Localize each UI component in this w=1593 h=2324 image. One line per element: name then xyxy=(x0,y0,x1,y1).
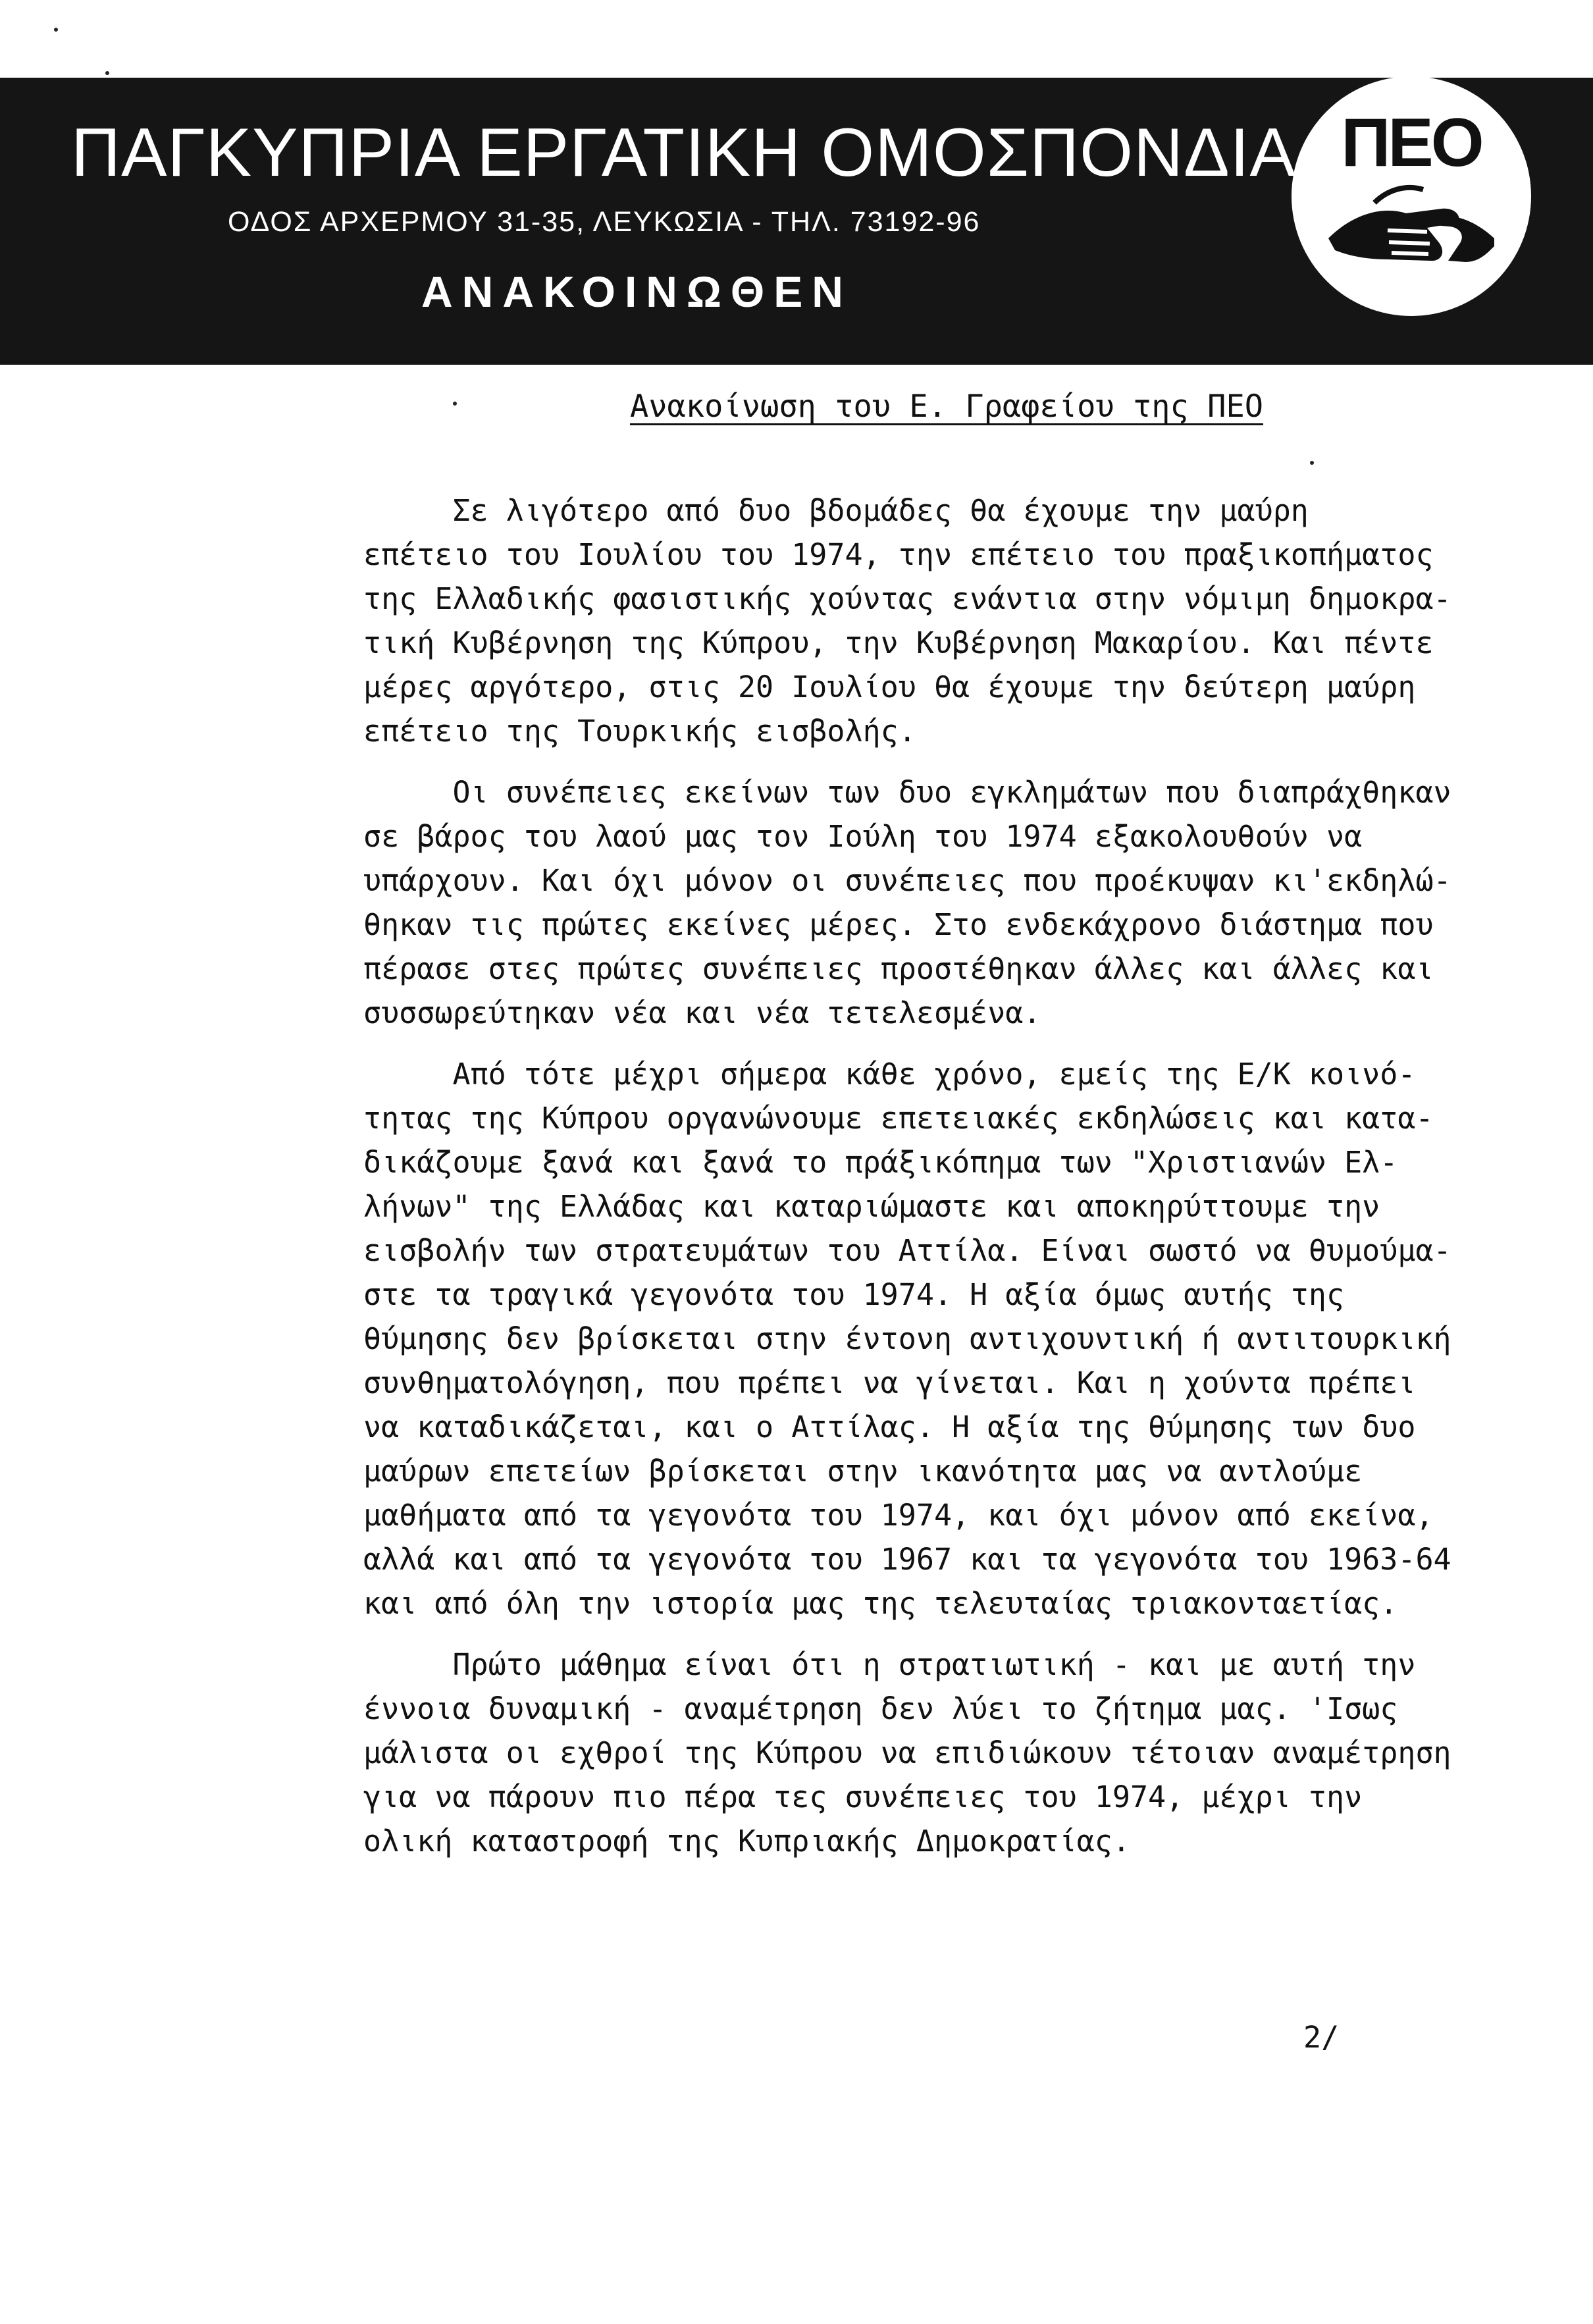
document-heading: Ανακοίνωση του Ε. Γραφείου της ΠΕΟ xyxy=(629,388,1264,425)
document-type-label: ΑΝΑΚΟΙΝΩΘΕΝ xyxy=(421,267,852,316)
text-line: της Ελλαδικής φασιστικής χούντας ενάντια στην νόμιμη δημοκρα- xyxy=(363,581,1451,616)
text-line: εισβολήν των στρατευμάτων του Αττίλα. Είναι σωστό να θυμούμα- xyxy=(363,1233,1451,1268)
text-line: λήνων" της Ελλάδας και καταριώμαστε και αποκηρύττουμε την xyxy=(363,1189,1380,1224)
text-line: δικάζουμε ξανά και ξανά το πράξικόπημα των "Χριστιανών Ελ- xyxy=(363,1145,1398,1180)
page-number: 2/ xyxy=(1303,2020,1340,2055)
paragraph-3 xyxy=(363,1052,1568,1625)
text-line: σε βάρος του λαού μας τον Ιούλη του 1974 εξακολουθούν να xyxy=(363,819,1363,854)
text-line: ολική καταστροφή της Κυπριακής Δημοκρατίας. xyxy=(363,1824,1130,1859)
text-line: μάλιστα οι εχθροί της Κύπρου να επιδιώκουν τέτοιαν αναμέτρηση xyxy=(363,1735,1451,1770)
text-line: συνθηματολόγηση, που πρέπει να γίνεται. Και η χούντα πρέπει xyxy=(363,1365,1416,1400)
scan-speck xyxy=(453,402,457,406)
document-body xyxy=(363,489,1568,1880)
text-line: να καταδικάζεται, και ο Αττίλας. Η αξία της θύμησης των δυο xyxy=(363,1410,1416,1444)
text-line: πέρασε στες πρώτες συνέπειες προστέθηκαν άλλες και άλλες και xyxy=(363,951,1434,986)
text-line: στε τα τραγικά γεγονότα του 1974. Η αξία όμως αυτής της xyxy=(363,1277,1345,1312)
peo-logo xyxy=(1289,74,1534,319)
text-line: αλλά και από τα γεγονότα του 1967 και τα γεγονότα του 1963-64 xyxy=(363,1542,1451,1577)
paragraph-2 xyxy=(363,770,1568,1035)
scan-speck xyxy=(105,71,109,75)
text-line: επέτειο της Τουρκικής εισβολής. xyxy=(363,714,916,749)
text-line: μαθήματα από τα γεγονότα του 1974, και όχι μόνον από εκείνα, xyxy=(363,1498,1434,1533)
text-line: μέρες αργότερο, στις 20 Ιουλίου θα έχουμε την δεύτερη μαύρη xyxy=(363,670,1416,704)
organization-address: ΟΔΟΣ ΑΡΧΕΡΜΟΥ 31-35, ΛΕΥΚΩΣΙΑ - ΤΗΛ. 73192-96 xyxy=(228,206,981,238)
scan-speck xyxy=(1310,461,1314,465)
text-line: θηκαν τις πρώτες εκείνες μέρες. Στο ενδεκάχρονο διάστημα που xyxy=(363,907,1434,942)
text-line: τητας της Κύπρου οργανώνουμε επετειακές εκδηλώσεις και κατα- xyxy=(363,1101,1434,1136)
text-line: Οι συνέπειες εκείνων των δυο εγκλημάτων που διαπράχθηκαν xyxy=(363,775,1451,810)
text-line: και από όλη την ιστορία μας της τελευταίας τριακονταετίας. xyxy=(363,1586,1398,1621)
logo-text: ΠΕΟ xyxy=(1341,105,1482,181)
handshake-icon xyxy=(1289,74,1534,319)
text-line: Σε λιγότερο από δυο βδομάδες θα έχουμε την μαύρη xyxy=(363,493,1309,528)
text-line: συσσωρεύτηκαν νέα και νέα τετελεσμένα. xyxy=(363,995,1041,1030)
paragraph-1 xyxy=(363,489,1568,753)
text-line: θύμησης δεν βρίσκεται στην έντονη αντιχουντική ή αντιτουρκική xyxy=(363,1321,1451,1356)
organization-name: ΠΑΓΚΥΠΡΙΑ ΕΡΓΑΤΙΚΗ ΟΜΟΣΠΟΝΔΙΑ xyxy=(71,115,1296,191)
text-line: έννοια δυναμική - αναμέτρηση δεν λύει το ζήτημα μας. 'Ισως xyxy=(363,1691,1398,1726)
scan-speck xyxy=(54,28,58,32)
text-line: Πρώτο μάθημα είναι ότι η στρατιωτική - και με αυτή την xyxy=(363,1647,1416,1682)
text-line: για να πάρουν πιο πέρα τες συνέπειες του 1974, μέχρι την xyxy=(363,1780,1363,1814)
letterhead-banner xyxy=(0,78,1593,365)
text-line: τική Κυβέρνηση της Κύπρου, την Κυβέρνηση Μακαρίου. Και πέντε xyxy=(363,625,1434,660)
text-line: επέτειο του Ιουλίου του 1974, την επέτειο του πραξικοπήματος xyxy=(363,537,1434,572)
paragraph-4 xyxy=(363,1643,1568,1863)
text-line: Από τότε μέχρι σήμερα κάθε χρόνο, εμείς της Ε/Κ κοινό- xyxy=(363,1057,1416,1092)
text-line: υπάρχουν. Και όχι μόνον οι συνέπειες που προέκυψαν κι'εκδηλώ- xyxy=(363,863,1451,898)
text-line: μαύρων επετείων βρίσκεται στην ικανότητα μας να αντλούμε xyxy=(363,1454,1363,1489)
